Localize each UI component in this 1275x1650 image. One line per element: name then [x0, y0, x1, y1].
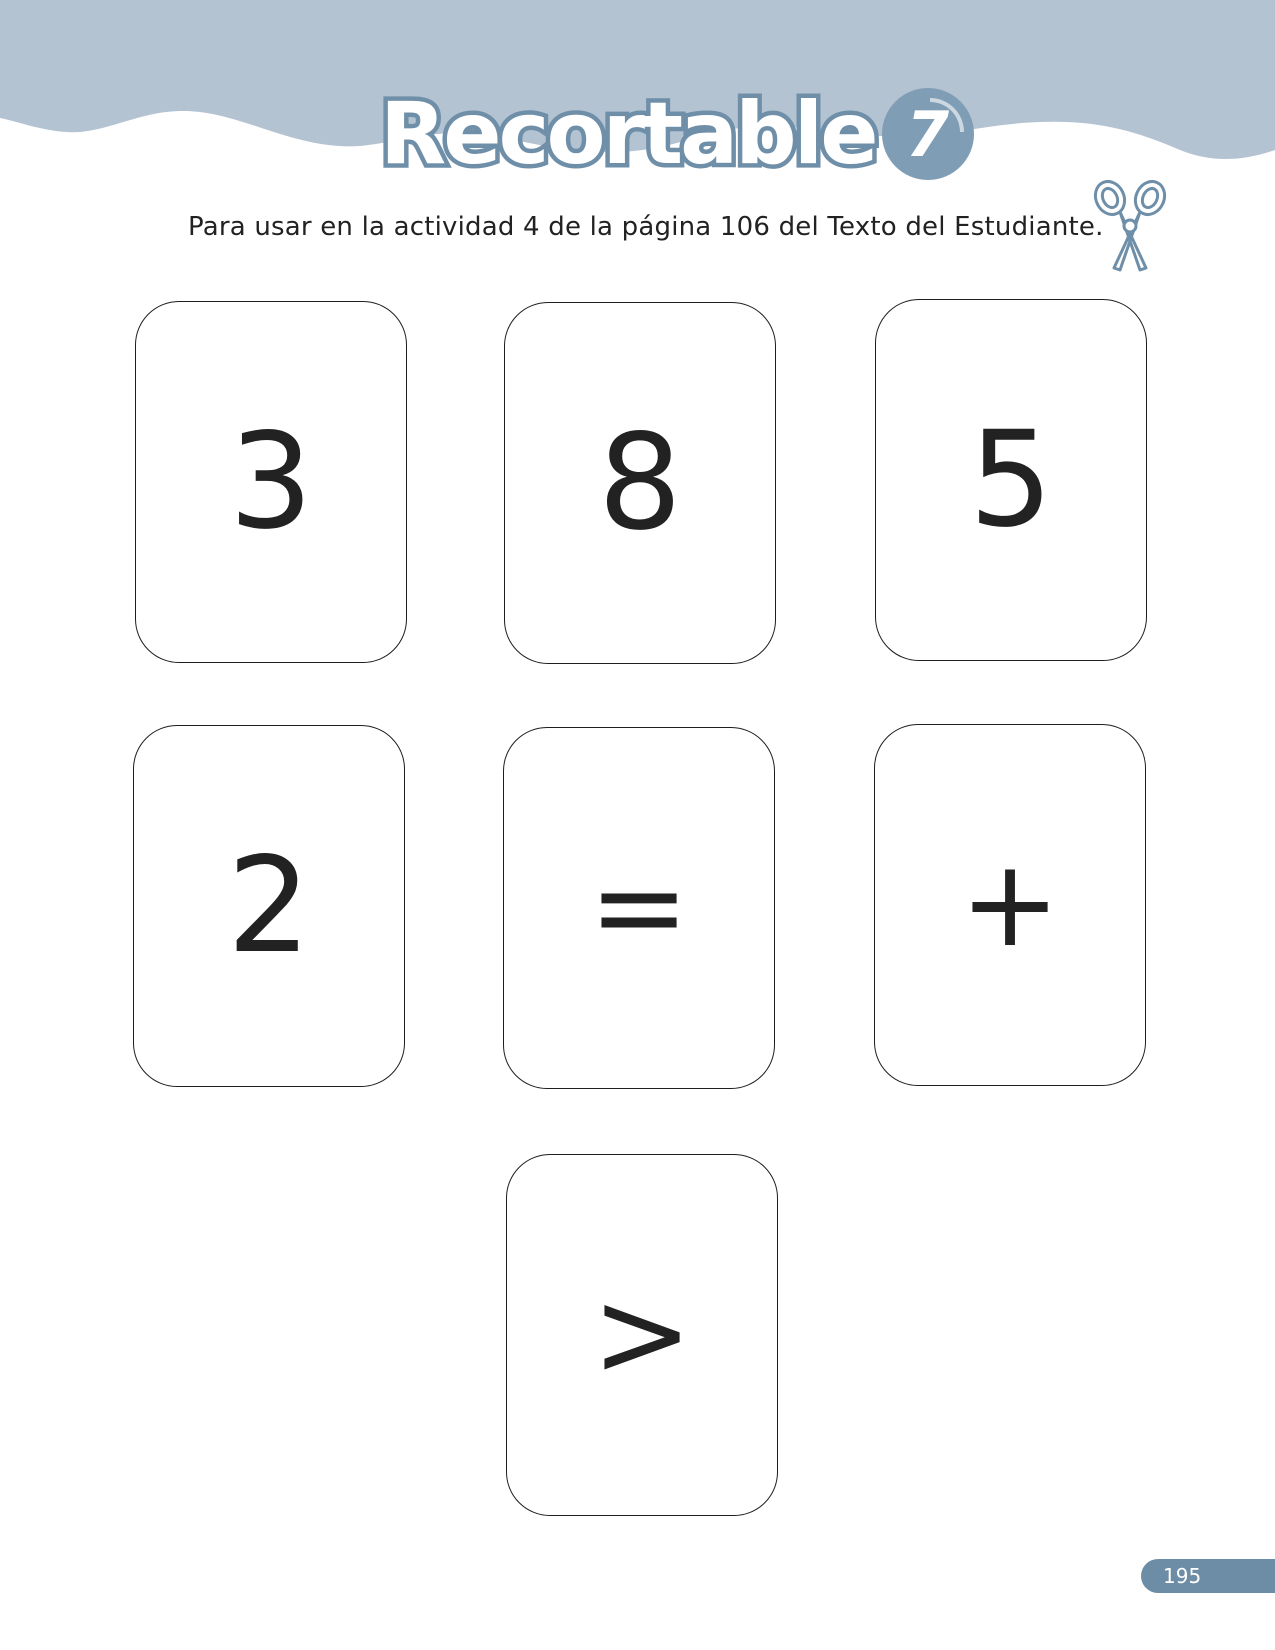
card-symbol: = [588, 838, 690, 977]
page-number: 195 [1163, 1564, 1202, 1588]
cutout-card-equals[interactable] [503, 727, 775, 1089]
page-title [380, 84, 974, 184]
card-symbol: 2 [227, 829, 311, 983]
cutout-card-plus[interactable] [874, 724, 1146, 1086]
card-symbol: 3 [229, 405, 313, 559]
cutout-card-5[interactable] [875, 299, 1147, 661]
scissors-icon [1092, 178, 1168, 274]
cutout-card-8[interactable] [504, 302, 776, 664]
instructions-text: Para usar en la actividad 4 de la página 106 del Texto del Estudiante. [188, 212, 1104, 242]
card-symbol: + [959, 835, 1061, 974]
title-number-badge: 7 [882, 88, 974, 180]
cutout-card-3[interactable] [135, 301, 407, 663]
cutout-card-2[interactable] [133, 725, 405, 1087]
title-text: Recortable [380, 84, 876, 184]
card-symbol: > [591, 1265, 693, 1404]
card-symbol: 8 [598, 406, 682, 560]
cutout-card-greater-than[interactable] [506, 1154, 778, 1516]
card-symbol: 5 [969, 403, 1053, 557]
page-number-badge [1141, 1559, 1275, 1593]
